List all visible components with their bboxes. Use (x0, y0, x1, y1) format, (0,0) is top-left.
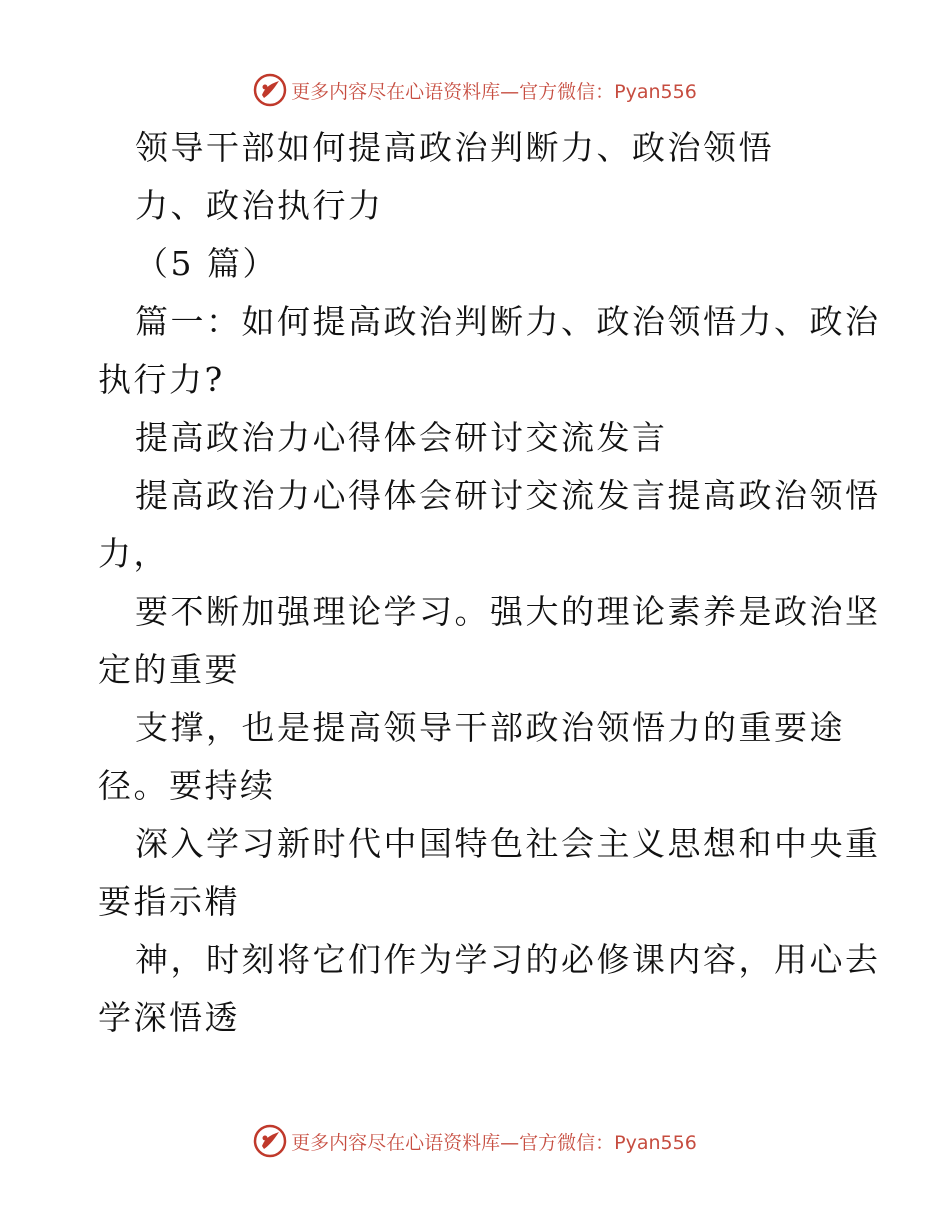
paragraph-line: 要指示精 (98, 882, 240, 921)
watermark-text: 更多内容尽在心语资料库—官方微信：Pyan556 (291, 80, 697, 103)
header-watermark (0, 70, 950, 110)
subheading: 提高政治力心得体会研讨交流发言 (135, 418, 668, 457)
watermark-text: 更多内容尽在心语资料库—官方微信：Pyan556 (291, 1131, 697, 1154)
paragraph-line: 学深悟透 (98, 998, 240, 1037)
paragraph-line: 定的重要 (98, 650, 240, 689)
title-count: （5 篇） (135, 244, 278, 283)
title-line-2: 力、政治执行力 (135, 186, 384, 225)
paragraph-line: 提高政治力心得体会研讨交流发言提高政治领悟 (135, 476, 881, 515)
paragraph-line: 神，时刻将它们作为学习的必修课内容，用心去 (135, 940, 881, 979)
paragraph-line: 支撑，也是提高领导干部政治领悟力的重要途 (135, 708, 845, 747)
section-heading-line-2: 执行力? (98, 360, 225, 399)
brand-logo-icon (253, 1124, 287, 1158)
brand-logo-icon (253, 73, 287, 107)
paragraph-line: 要不断加强理论学习。强大的理论素养是政治坚 (135, 592, 881, 631)
paragraph-line: 力， (98, 534, 169, 573)
paragraph-line: 深入学习新时代中国特色社会主义思想和中央重 (135, 824, 881, 863)
title-line-1: 领导干部如何提高政治判断力、政治领悟 (135, 128, 774, 167)
footer-watermark (0, 1121, 950, 1161)
section-heading-line-1: 篇一：如何提高政治判断力、政治领悟力、政治 (135, 302, 881, 341)
paragraph-line: 径。要持续 (98, 766, 276, 805)
